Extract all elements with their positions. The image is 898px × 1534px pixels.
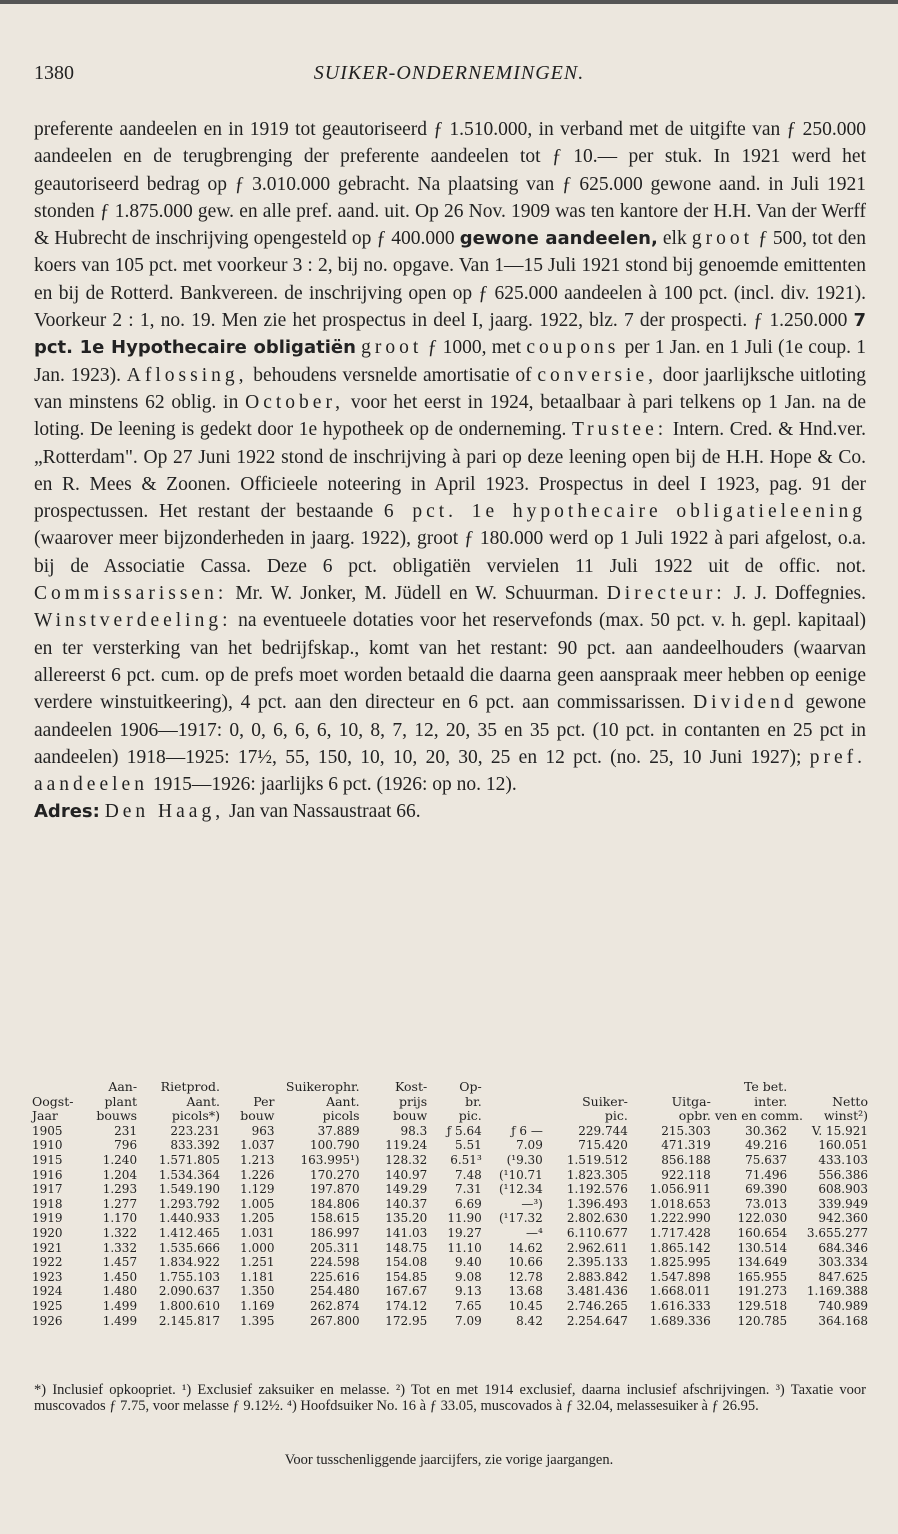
column-header: Op- <box>459 1079 482 1094</box>
table-cell: 224.598 <box>309 1255 360 1270</box>
table-cell: 9.13 <box>455 1284 482 1299</box>
table-cell: 10.66 <box>508 1255 543 1270</box>
table-cell: 7.31 <box>455 1182 482 1197</box>
column-header: br. <box>465 1093 482 1109</box>
table-cell: 1.213 <box>240 1152 275 1167</box>
address-city: Den Haag, <box>104 801 225 823</box>
table-cell: 1.277 <box>102 1196 138 1211</box>
table-cell: 1.056.911 <box>649 1182 711 1197</box>
table-cell: 120.785 <box>737 1313 788 1328</box>
table-cell: 135.20 <box>385 1211 428 1226</box>
column-header <box>30 1080 78 1095</box>
table-cell: 184.806 <box>309 1196 360 1211</box>
table-cell: (¹9.30 <box>506 1152 543 1167</box>
column-header: Netto <box>832 1093 868 1109</box>
table-cell: 1915 <box>32 1152 63 1167</box>
text-segment: na eventueele dotaties voor het reservefonds (max. 50 pct. v. h. gepl. kapitaal) en ter versterking van het bedrijfskap., komt van het restant: 90 pct. aan aandeelhouders (waarvan allereerst 6 pct. cum. op de prefs moet worden betaald die daarna geen aanspraak meer hebben op eenige verdere winstuitkeering), 4 pct. aan den directeur en 6 pct. aan commissarissen. <box>34 610 867 714</box>
table-cell: 19.27 <box>447 1225 482 1240</box>
address-label: Adres: <box>34 801 100 823</box>
table-cell: 3.481.436 <box>566 1284 628 1299</box>
table-cell: 715.420 <box>578 1138 628 1153</box>
table-cell: 160.654 <box>737 1225 788 1240</box>
table-cell: 154.08 <box>385 1255 428 1270</box>
running-title: SUIKER-ONDERNEMINGEN. <box>313 62 585 84</box>
column-header <box>789 1080 870 1095</box>
table-cell: 1.450 <box>102 1269 138 1284</box>
column-header: Per <box>253 1093 275 1109</box>
column-header: ven en comm. <box>714 1108 803 1124</box>
statistics-table-container <box>30 1080 870 1328</box>
table-cell: 1.668.011 <box>649 1284 711 1299</box>
column-header: bouws <box>96 1108 138 1124</box>
spaced-term: Trustee: <box>571 419 668 441</box>
table-cell: 1.535.666 <box>158 1240 220 1255</box>
table-header-row <box>30 1080 870 1095</box>
table-row <box>30 1138 870 1153</box>
table-cell: 1.412.465 <box>158 1225 220 1240</box>
text-segment: Intern. Cred. & Hnd.ver. „Rotterdam". Op 27 Juni 1922 stond de inschrijving à pari op deze leening open bij de H.H. Hope & Co. en R. Mees & Zoonen. Officieele noteering in April 1923. Prospectus in deel I 1923, pag. 91 der prospectussen. Het restant der bestaande <box>34 419 867 523</box>
spaced-term: October, <box>245 391 345 413</box>
table-cell: 7.65 <box>455 1298 482 1313</box>
table-cell: 225.616 <box>309 1269 360 1284</box>
table-cell: 1.534.364 <box>158 1167 220 1182</box>
table-cell: 129.518 <box>737 1298 788 1313</box>
column-header: opbr. <box>678 1108 711 1124</box>
table-cell: 1.549.190 <box>158 1182 220 1197</box>
footnotes: *) Inclusief opkoopriet. ¹) Exclusief zaksuiker en melasse. ²) Tot en met 1914 exclusief, daarna inclusief afschrijvingen. ³) Taxatie voor muscovados ƒ 7.75, voor melasse ƒ 9.12½. ⁴) Hoofdsuiker No. 16 à ƒ 33.05, muscovados à ƒ 32.04, melassesuiker à ƒ 26.95. <box>34 1382 866 1414</box>
table-row <box>30 1226 870 1241</box>
table-cell: V. 15.921 <box>811 1123 868 1138</box>
column-header: Aant. <box>186 1093 220 1109</box>
table-cell: 1.755.103 <box>158 1269 220 1284</box>
table-cell: 7.48 <box>455 1167 482 1182</box>
table-cell: 303.334 <box>818 1255 868 1270</box>
table-cell: 10.45 <box>508 1298 543 1313</box>
table-cell: 267.800 <box>309 1313 360 1328</box>
table-cell: 1.192.576 <box>566 1182 628 1197</box>
table-cell: 1910 <box>32 1138 63 1153</box>
table-row <box>30 1124 870 1139</box>
table-cell: 13.68 <box>508 1284 543 1299</box>
column-header: picols*) <box>171 1108 220 1124</box>
column-header: picols <box>322 1108 360 1124</box>
table-cell: 262.874 <box>309 1298 360 1313</box>
table-cell: 1920 <box>32 1225 63 1240</box>
table-cell: 556.386 <box>818 1167 868 1182</box>
table-cell: 5.51 <box>455 1138 482 1153</box>
table-cell: 1.170 <box>102 1211 138 1226</box>
table-cell: 1923 <box>32 1269 63 1284</box>
table-cell: 1925 <box>32 1298 63 1313</box>
table-cell: 1.332 <box>102 1240 138 1255</box>
table-cell: 1917 <box>32 1182 63 1197</box>
top-border <box>0 0 898 4</box>
table-cell: 2.883.842 <box>566 1269 628 1284</box>
table-cell: 1.169.388 <box>806 1284 868 1299</box>
table-row <box>30 1284 870 1299</box>
column-header: Oogst- <box>32 1093 74 1109</box>
table-cell: 1.834.922 <box>158 1255 220 1270</box>
spaced-term: groot <box>361 337 423 359</box>
table-cell: 6.69 <box>455 1196 482 1211</box>
statistics-table <box>30 1080 870 1328</box>
table-cell: 1.293.792 <box>158 1196 220 1211</box>
table-row <box>30 1168 870 1183</box>
table-cell: 1.226 <box>240 1167 275 1182</box>
table-cell: 6.110.677 <box>566 1225 628 1240</box>
table-cell: ƒ 6 — <box>511 1123 543 1138</box>
table-cell: 73.013 <box>745 1196 788 1211</box>
table-cell: 231 <box>114 1123 138 1138</box>
table-cell: 149.29 <box>385 1182 428 1197</box>
table-cell: 684.346 <box>818 1240 868 1255</box>
spaced-term: Dividend <box>693 692 798 714</box>
table-row <box>30 1314 870 1329</box>
column-header: prijs <box>398 1093 428 1109</box>
column-header: Uitga- <box>671 1093 711 1109</box>
column-header: pic. <box>458 1108 482 1124</box>
table-cell: 165.955 <box>737 1269 788 1284</box>
table-cell: 1.005 <box>240 1196 275 1211</box>
text-segment: door jaarlijksche uitloting van minstens 62 oblig. in <box>34 364 867 413</box>
table-cell: 186.997 <box>309 1225 360 1240</box>
table-cell: 172.95 <box>385 1313 428 1328</box>
table-cell: 9.08 <box>455 1269 482 1284</box>
table-cell: 191.273 <box>737 1284 788 1299</box>
table-cell: 796 <box>114 1138 138 1153</box>
table-cell: 134.649 <box>737 1255 788 1270</box>
table-cell: —⁴ <box>526 1225 543 1240</box>
column-header: Suikerophr. <box>285 1079 360 1094</box>
table-body <box>30 1124 870 1328</box>
column-header: Te bet. <box>744 1079 788 1094</box>
table-row <box>30 1241 870 1256</box>
table-cell: 167.67 <box>385 1284 428 1299</box>
table-cell: 160.051 <box>818 1138 868 1153</box>
table-cell: 174.12 <box>385 1298 428 1313</box>
table-cell: 37.889 <box>317 1123 360 1138</box>
table-cell: 608.903 <box>818 1182 868 1197</box>
table-cell: 7.09 <box>516 1138 543 1153</box>
table-cell: 69.390 <box>745 1182 788 1197</box>
table-cell: 740.989 <box>818 1298 868 1313</box>
spaced-term: Aflossing, <box>126 364 248 386</box>
column-header: inter. <box>754 1093 788 1109</box>
table-cell: 2.746.265 <box>566 1298 628 1313</box>
table-cell: 847.625 <box>818 1269 868 1284</box>
table-cell: (¹10.71 <box>498 1167 543 1182</box>
table-cell: 71.496 <box>745 1167 788 1182</box>
column-header <box>484 1080 630 1095</box>
table-cell: 98.3 <box>400 1123 428 1138</box>
table-cell: 223.231 <box>170 1123 220 1138</box>
spaced-term: coupons <box>526 337 620 359</box>
table-row <box>30 1153 870 1168</box>
column-header <box>630 1080 713 1095</box>
text-segment: (waarover meer bijzonderheden in jaarg. 1922), groot ƒ 180.000 werd op 1 Juli 1922 à pari afgelost, o.a. bij de Associatie Cassa. Deze 6 pct. obligatiën vervielen 11 Juli 1922 uit de offic. not. <box>34 528 866 577</box>
table-cell: 141.03 <box>385 1225 428 1240</box>
table-cell: 119.24 <box>385 1138 428 1153</box>
body-text <box>34 116 866 826</box>
table-cell: 49.216 <box>745 1138 788 1153</box>
table-cell: 1.031 <box>240 1225 275 1240</box>
table-cell: 1.571.805 <box>158 1152 220 1167</box>
table-cell: 963 <box>251 1123 275 1138</box>
text-segment: per 1 Jan. en 1 Juli (1e coup. 1 Jan. 1923). <box>34 337 867 386</box>
text-segment: gewone aandeelen 1906—1917: 0, 0, 6, 6, 6, 10, 8, 7, 12, 20, 35 en 35 pct. (10 pct. in contanten en 25 pct in aandeelen) 1918—1925: 17½, 55, 150, 10, 10, 20, 30, 25 en 12 pct. (no. 25, 10 Juni 1927); <box>34 692 867 768</box>
table-cell: 2.802.630 <box>566 1211 628 1226</box>
table-cell: 197.870 <box>309 1182 360 1197</box>
table-cell: 1.616.333 <box>649 1298 711 1313</box>
table-cell: 1.395 <box>240 1313 275 1328</box>
table-cell: 8.42 <box>516 1313 543 1328</box>
spaced-term: groot <box>691 228 753 250</box>
footer-note: Voor tusschenliggende jaarcijfers, zie vorige jaargangen. <box>284 1452 614 1468</box>
table-row <box>30 1182 870 1197</box>
table-cell: 1.037 <box>240 1138 275 1153</box>
table-cell: 1.240 <box>102 1152 138 1167</box>
table-cell: 1919 <box>32 1211 63 1226</box>
column-header: bouw <box>392 1108 428 1124</box>
table-cell: 215.303 <box>661 1123 711 1138</box>
table-cell: 1.547.898 <box>649 1269 711 1284</box>
table-cell: 1.396.493 <box>566 1196 628 1211</box>
column-header: bouw <box>240 1108 275 1124</box>
column-header: Jaar <box>32 1108 58 1124</box>
text-segment: ƒ 1000, met <box>427 337 522 359</box>
page-header <box>34 62 864 92</box>
text-segment: elk <box>662 228 687 250</box>
table-cell: (¹12.34 <box>498 1182 543 1197</box>
table-cell: 1.322 <box>102 1225 138 1240</box>
table-cell: 1.181 <box>240 1269 275 1284</box>
table-cell: 2.145.817 <box>158 1313 220 1328</box>
table-row <box>30 1197 870 1212</box>
table-cell: 3.655.277 <box>806 1225 868 1240</box>
table-cell: 163.995¹) <box>300 1152 360 1167</box>
table-cell: 833.392 <box>170 1138 220 1153</box>
table-cell: 11.10 <box>447 1240 482 1255</box>
table-cell: 1926 <box>32 1313 63 1328</box>
table-cell: 1.129 <box>240 1182 275 1197</box>
table-cell: 1.825.995 <box>649 1255 711 1270</box>
table-cell: 100.790 <box>309 1138 360 1153</box>
column-header: Kost- <box>395 1079 428 1094</box>
table-cell: 128.32 <box>385 1152 428 1167</box>
column-header: Rietprod. <box>160 1079 220 1094</box>
text-segment: 1915—1926: jaarlijks 6 pct. (1926: op no. 12). <box>152 774 517 796</box>
column-header: plant <box>104 1093 138 1109</box>
spaced-term: 6 pct. 1e hypothecaire obligatieleening <box>383 501 866 523</box>
column-header: Aan- <box>108 1079 138 1094</box>
table-cell: 364.168 <box>818 1313 868 1328</box>
text-segment: ƒ 500, tot den koers van 105 pct. met voorkeur 3 : 2, bij no. opgave. Van 1—15 Juli 1921 stond bij genoemde emittenten en bij de Rotterd. Bankvereen. de inschrijving open op ƒ 625.000 aandeelen à 100 pct. (incl. div. 1921). Voorkeur 2 : 1, no. 19. Men zie het prospectus in deel I, jaarg. 1922, blz. 7 der prospecti. ƒ 1.250.000 <box>34 228 866 332</box>
table-cell: 11.90 <box>447 1211 482 1226</box>
table-cell: 856.188 <box>661 1152 711 1167</box>
table-head <box>30 1080 870 1124</box>
table-cell: 922.118 <box>661 1167 711 1182</box>
column-header <box>222 1080 277 1095</box>
text-segment: behoudens versnelde amortisatie of <box>253 364 532 386</box>
spaced-term: Directeur: <box>606 583 726 605</box>
column-header: Suiker- <box>582 1093 628 1109</box>
table-cell: 140.37 <box>385 1196 428 1211</box>
table-cell: 1.000 <box>240 1240 275 1255</box>
table-cell: 1922 <box>32 1255 63 1270</box>
table-cell: —³) <box>521 1196 543 1211</box>
table-cell: 12.78 <box>508 1269 543 1284</box>
table-row <box>30 1255 870 1270</box>
table-row <box>30 1211 870 1226</box>
spaced-term: pref. aandeelen <box>34 746 867 796</box>
text-segment: J. J. Doffegnies. <box>733 583 866 605</box>
table-cell: 1.350 <box>240 1284 275 1299</box>
table-cell: 140.97 <box>385 1167 428 1182</box>
table-row <box>30 1270 870 1285</box>
text-segment: preferente aandeelen en in 1919 tot geautoriseerd ƒ 1.510.000, in verband met de uitgifte van ƒ 250.000 aandeelen en de terugbrenging der preferente aandeelen tot ƒ 10.— per stuk. In 1921 werd het geautoriseerd bedrag op ƒ 3.010.000 gebracht. Na plaatsing van ƒ 625.000 gewone aand. in Juli 1921 stonden ƒ 1.875.000 gew. en alle pref. aand. uit. Op 26 Nov. 1909 was ten kantore der H.H. Van der Werff & Hubrecht de inschrijving opengesteld op ƒ 400.000 <box>34 119 866 250</box>
table-cell: 205.311 <box>309 1240 360 1255</box>
table-cell: 1.689.336 <box>649 1313 711 1328</box>
table-cell: ƒ 5.64 <box>446 1123 482 1138</box>
column-header: winst²) <box>823 1108 868 1124</box>
table-cell: 1.251 <box>240 1255 275 1270</box>
table-cell: 2.090.637 <box>158 1284 220 1299</box>
text-segment: Mr. W. Jonker, M. Jüdell en W. Schuurman. <box>235 583 599 605</box>
table-cell: 433.103 <box>818 1152 868 1167</box>
table-cell: 2.395.133 <box>566 1255 628 1270</box>
table-cell: 122.030 <box>737 1211 788 1226</box>
table-header-row <box>30 1095 870 1110</box>
text-segment: voor het eerst in 1924, betaalbaar à pari telkens op 1 Jan. na de loting. De leening is gedekt door 1e hypotheek op de onderneming. <box>34 391 866 441</box>
table-cell: 1.519.512 <box>566 1152 628 1167</box>
column-header: pic. <box>604 1108 628 1124</box>
table-cell: 229.744 <box>578 1123 628 1138</box>
table-cell: 942.360 <box>818 1211 868 1226</box>
table-cell: 1905 <box>32 1123 63 1138</box>
table-cell: 75.637 <box>745 1152 788 1167</box>
table-cell: 14.62 <box>508 1240 543 1255</box>
spaced-term: Winstverdeeling: <box>34 610 232 632</box>
table-cell: 2.254.647 <box>566 1313 628 1328</box>
table-cell: 1.499 <box>102 1298 138 1313</box>
emphasis-gewone-aandeelen: gewone aandeelen, <box>459 228 658 250</box>
table-cell: 1.457 <box>102 1255 138 1270</box>
table-cell: 130.514 <box>737 1240 788 1255</box>
table-cell: 158.615 <box>309 1211 360 1226</box>
table-header-row <box>30 1109 870 1124</box>
table-row <box>30 1299 870 1314</box>
page-number: 1380 <box>34 62 74 84</box>
column-header: Aant. <box>326 1093 360 1109</box>
table-cell: 1.865.142 <box>649 1240 711 1255</box>
table-cell: 9.40 <box>455 1255 482 1270</box>
address-line <box>34 798 866 825</box>
table-cell: 1918 <box>32 1196 63 1211</box>
table-cell: 1921 <box>32 1240 63 1255</box>
table-cell: 1.222.990 <box>649 1211 711 1226</box>
table-cell: 1916 <box>32 1167 63 1182</box>
table-cell: 1.800.610 <box>158 1298 220 1313</box>
table-cell: 471.319 <box>661 1138 711 1153</box>
table-cell: 2.962.611 <box>566 1240 628 1255</box>
table-cell: 154.85 <box>385 1269 428 1284</box>
table-cell: 170.270 <box>309 1167 360 1182</box>
table-cell: 6.51³ <box>450 1152 482 1167</box>
company-paragraph <box>34 116 866 798</box>
table-cell: 1.823.305 <box>566 1167 628 1182</box>
table-cell: 7.09 <box>455 1313 482 1328</box>
emphasis-obligatien: 7 pct. 1e Hypothecaire obligatiën <box>34 310 867 359</box>
table-cell: 1.205 <box>240 1211 275 1226</box>
spaced-term: conversie, <box>537 364 657 386</box>
table-cell: (¹17.32 <box>498 1211 543 1226</box>
table-cell: 339.949 <box>818 1196 868 1211</box>
table-cell: 254.480 <box>309 1284 360 1299</box>
table-cell: 1.169 <box>240 1298 275 1313</box>
address-street: Jan van Nassaustraat 66. <box>228 801 421 823</box>
table-cell: 1.018.653 <box>649 1196 711 1211</box>
table-cell: 148.75 <box>385 1240 428 1255</box>
table-cell: 1.204 <box>102 1167 138 1182</box>
table-cell: 1.717.428 <box>649 1225 711 1240</box>
table-cell: 1.480 <box>102 1284 138 1299</box>
table-cell: 30.362 <box>745 1123 788 1138</box>
table-cell: 1.440.933 <box>158 1211 220 1226</box>
table-cell: 1.293 <box>102 1182 138 1197</box>
spaced-term: Commissarissen: <box>34 583 228 605</box>
table-cell: 1.499 <box>102 1313 138 1328</box>
table-cell: 1924 <box>32 1284 63 1299</box>
